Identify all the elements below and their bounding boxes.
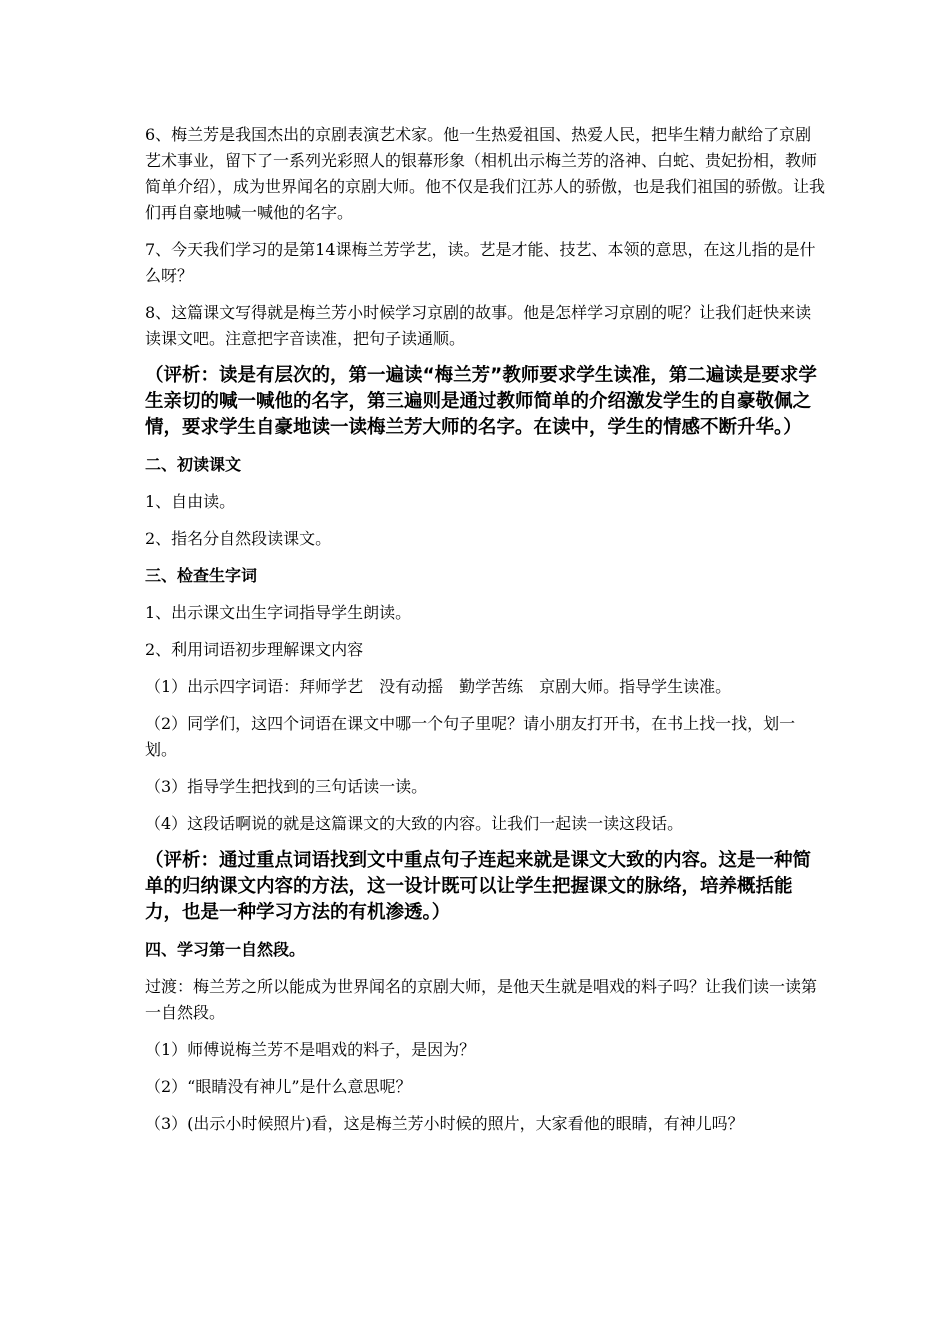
list-item: （4）这段话啊说的就是这篇课文的大致的内容。让我们一起读一读这段话。	[145, 814, 684, 833]
list-item: 1、出示课文出生字词指导学生朗读。	[145, 603, 412, 622]
paragraph-7: 7、今天我们学习的是第14课梅兰芳学艺，读。艺是才能、技艺、本领的意思，在这儿指的是什么呀？	[145, 240, 816, 285]
list-item: （1）师傅说梅兰芳不是唱戏的料子，是因为？	[145, 1040, 476, 1059]
document-page	[145, 122, 825, 1148]
section-heading-check-words: 三、检查生字词	[145, 566, 258, 585]
list-item: 2、利用词语初步理解课文内容	[145, 640, 364, 659]
section-heading-paragraph-one: 四、学习第一自然段。	[145, 940, 306, 959]
list-item: （2）“眼睛没有神儿”是什么意思呢？	[145, 1077, 412, 1096]
list-item: （2）同学们，这四个词语在课文中哪一个句子里呢？请小朋友打开书，在书上找一找，划一划。	[145, 714, 796, 759]
list-item: （1）出示四字词语：拜师学艺 没有动摇 勤学苦练 京剧大师。指导学生读准。	[145, 677, 732, 696]
evaluation-note-1: （评析：读是有层次的，第一遍读“梅兰芳”教师要求学生读准，第二遍读是要求学生亲切的喊一喊他的名字，第三遍则是通过教师简单的介绍激发学生的自豪敬佩之情，要求学生自豪地读一读梅兰芳大师的名字。在读中，学生的情感不断升华。）	[145, 365, 817, 438]
list-item: （3）指导学生把找到的三句话读一读。	[145, 777, 428, 796]
list-item: 2、指名分自然段读课文。	[145, 529, 332, 548]
section-heading-initial-reading: 二、初读课文	[145, 455, 242, 474]
evaluation-note-2: （评析：通过重点词语找到文中重点句子连起来就是课文大致的内容。这是一种简单的归纳课文内容的方法，这一设计既可以让学生把握课文的脉络，培养概括能力，也是一种学习方法的有机渗透。）	[145, 850, 812, 923]
transition-paragraph: 过渡：梅兰芳之所以能成为世界闻名的京剧大师，是他天生就是唱戏的料子吗？让我们读一读第一自然段。	[145, 977, 818, 1022]
list-item: （3）(出示小时候照片)看，这是梅兰芳小时候的照片，大家看他的眼睛，有神儿吗？	[145, 1114, 744, 1133]
paragraph-6: 6、梅兰芳是我国杰出的京剧表演艺术家。他一生热爱祖国、热爱人民，把毕生精力献给了京剧艺术事业，留下了一系列光彩照人的银幕形象（相机出示梅兰芳的洛神、白蛇、贵妃扮相，教师简单介绍），成为世界闻名的京剧大师。他不仅是我们江苏人的骄傲，也是我们祖国的骄傲。让我们再自豪地喊一喊他的名字。	[145, 125, 826, 222]
paragraph-8: 8、这篇课文写得就是梅兰芳小时候学习京剧的故事。他是怎样学习京剧的呢？让我们赶快来读读课文吧。注意把字音读准，把句子读通顺。	[145, 303, 812, 348]
list-item: 1、自由读。	[145, 492, 236, 511]
